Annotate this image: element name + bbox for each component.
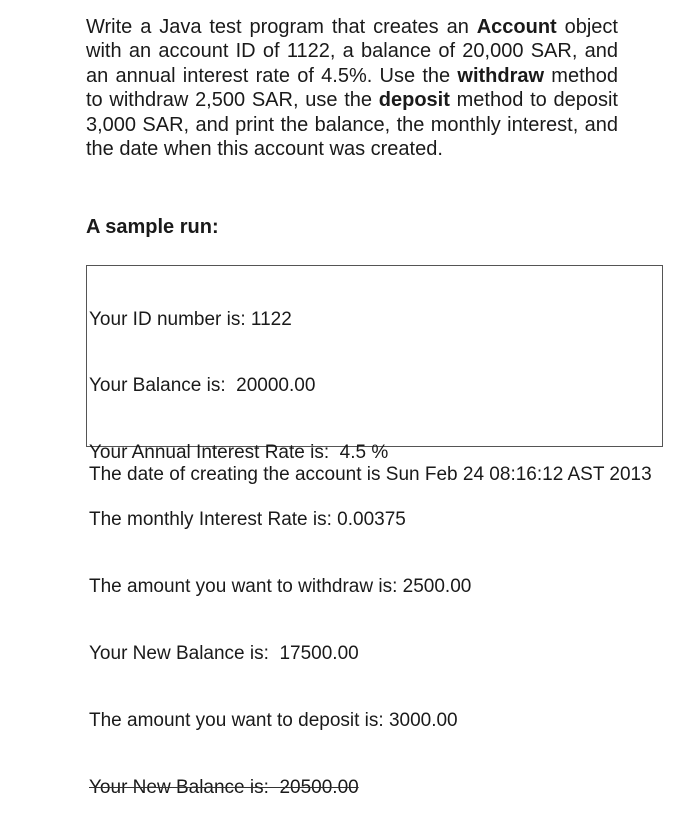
output-line: Your ID number is: 1122 bbox=[89, 308, 292, 330]
output-line: The amount you want to deposit is: 3000.00 bbox=[89, 709, 458, 731]
output-line: The amount you want to withdraw is: 2500.00 bbox=[89, 576, 472, 598]
output-line: Your New Balance is: 17500.00 bbox=[89, 643, 359, 665]
problem-text-3: method to withdraw 2,500 SAR, use the bbox=[86, 64, 619, 112]
problem-text-4: method to deposit 3,000 SAR, and print the balance, the monthly interest, and the date when this account was created. bbox=[86, 89, 618, 161]
sample-output bbox=[89, 264, 471, 821]
sample-run-heading: A sample run: bbox=[86, 216, 219, 238]
problem-text-2: object with an account ID of 1122, a balance of 20,000 SAR, and an annual interest rate of 4.5%. Use the bbox=[86, 16, 618, 87]
output-line: Your Balance is: 20000.00 bbox=[89, 375, 316, 397]
output-line: Your Annual Interest Rate is: 4.5 % bbox=[89, 442, 389, 464]
output-line: Your New Balance is: 20500.00 bbox=[89, 776, 359, 798]
output-line: The monthly Interest Rate is: 0.00375 bbox=[89, 509, 406, 531]
account-class-name: Account bbox=[476, 16, 557, 38]
withdraw-method-name: withdraw bbox=[457, 64, 545, 87]
problem-text-1: Write a Java test program that creates an bbox=[86, 16, 477, 38]
deposit-method-name: deposit bbox=[378, 89, 450, 112]
problem-statement bbox=[86, 15, 618, 161]
date-created-line: The date of creating the account is Sun Feb 24 08:16:12 AST 2013 bbox=[89, 464, 652, 485]
